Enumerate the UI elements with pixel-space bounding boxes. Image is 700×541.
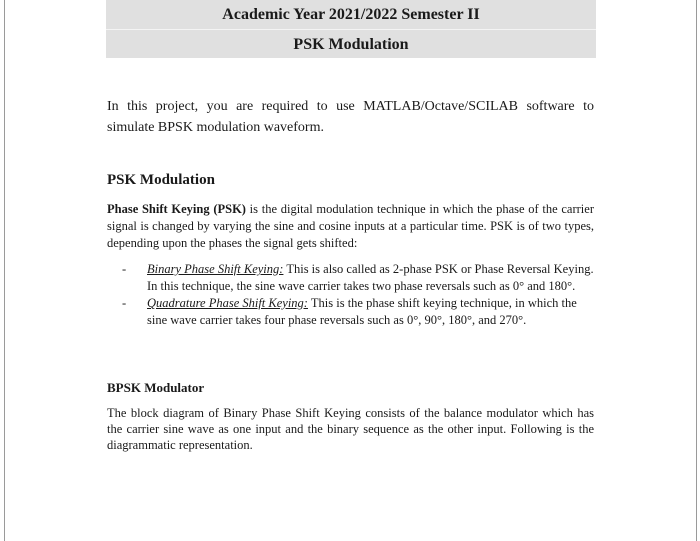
document-header bbox=[106, 0, 596, 58]
page-border-right bbox=[696, 0, 697, 541]
psk-term: Phase Shift Keying (PSK) bbox=[107, 202, 246, 216]
bpsk-modulator-paragraph: The block diagram of Binary Phase Shift Keying consists of the balance modulator which has the carrier sine wave as one input and the binary sequence as the other input. Following is the diagrammatic representation. bbox=[107, 406, 594, 452]
page-border-left bbox=[4, 0, 5, 541]
bpsk-term: Binary Phase Shift Keying: bbox=[147, 262, 284, 276]
academic-year-heading: Academic Year 2021/2022 Semester II bbox=[106, 0, 596, 30]
bpsk-modulator-title: BPSK Modulator bbox=[107, 380, 205, 395]
psk-types-list bbox=[122, 261, 594, 329]
intro-paragraph: In this project, you are required to use MATLAB/Octave/SCILAB software to simulate BPSK modulation waveform. bbox=[107, 99, 594, 135]
psk-definition-paragraph bbox=[107, 201, 594, 252]
qpsk-term: Quadrature Phase Shift Keying: bbox=[147, 296, 308, 310]
document-title: PSK Modulation bbox=[293, 35, 409, 53]
psk-section-title: PSK Modulation bbox=[107, 172, 215, 188]
list-item-bpsk bbox=[122, 261, 594, 295]
list-item-qpsk bbox=[122, 295, 594, 329]
bullet-dash: - bbox=[122, 296, 127, 310]
bullet-dash: - bbox=[122, 262, 127, 276]
qpsk-description: This is the phase shift keying technique, in which the sine wave carrier takes four phase reversals such as 0°, 90°, 180°, and 270°. bbox=[147, 296, 577, 327]
bpsk-description: This is also called as 2-phase PSK or Phase Reversal Keying. In this technique, the sine wave carrier takes two phase reversals such as 0° and 180°. bbox=[147, 262, 594, 293]
psk-definition-text: is the digital modulation technique in which the phase of the carrier signal is changed by varying the sine and cosine inputs at a particular time. PSK is of two types, depending upon the phases the signal gets shifted: bbox=[107, 202, 594, 250]
